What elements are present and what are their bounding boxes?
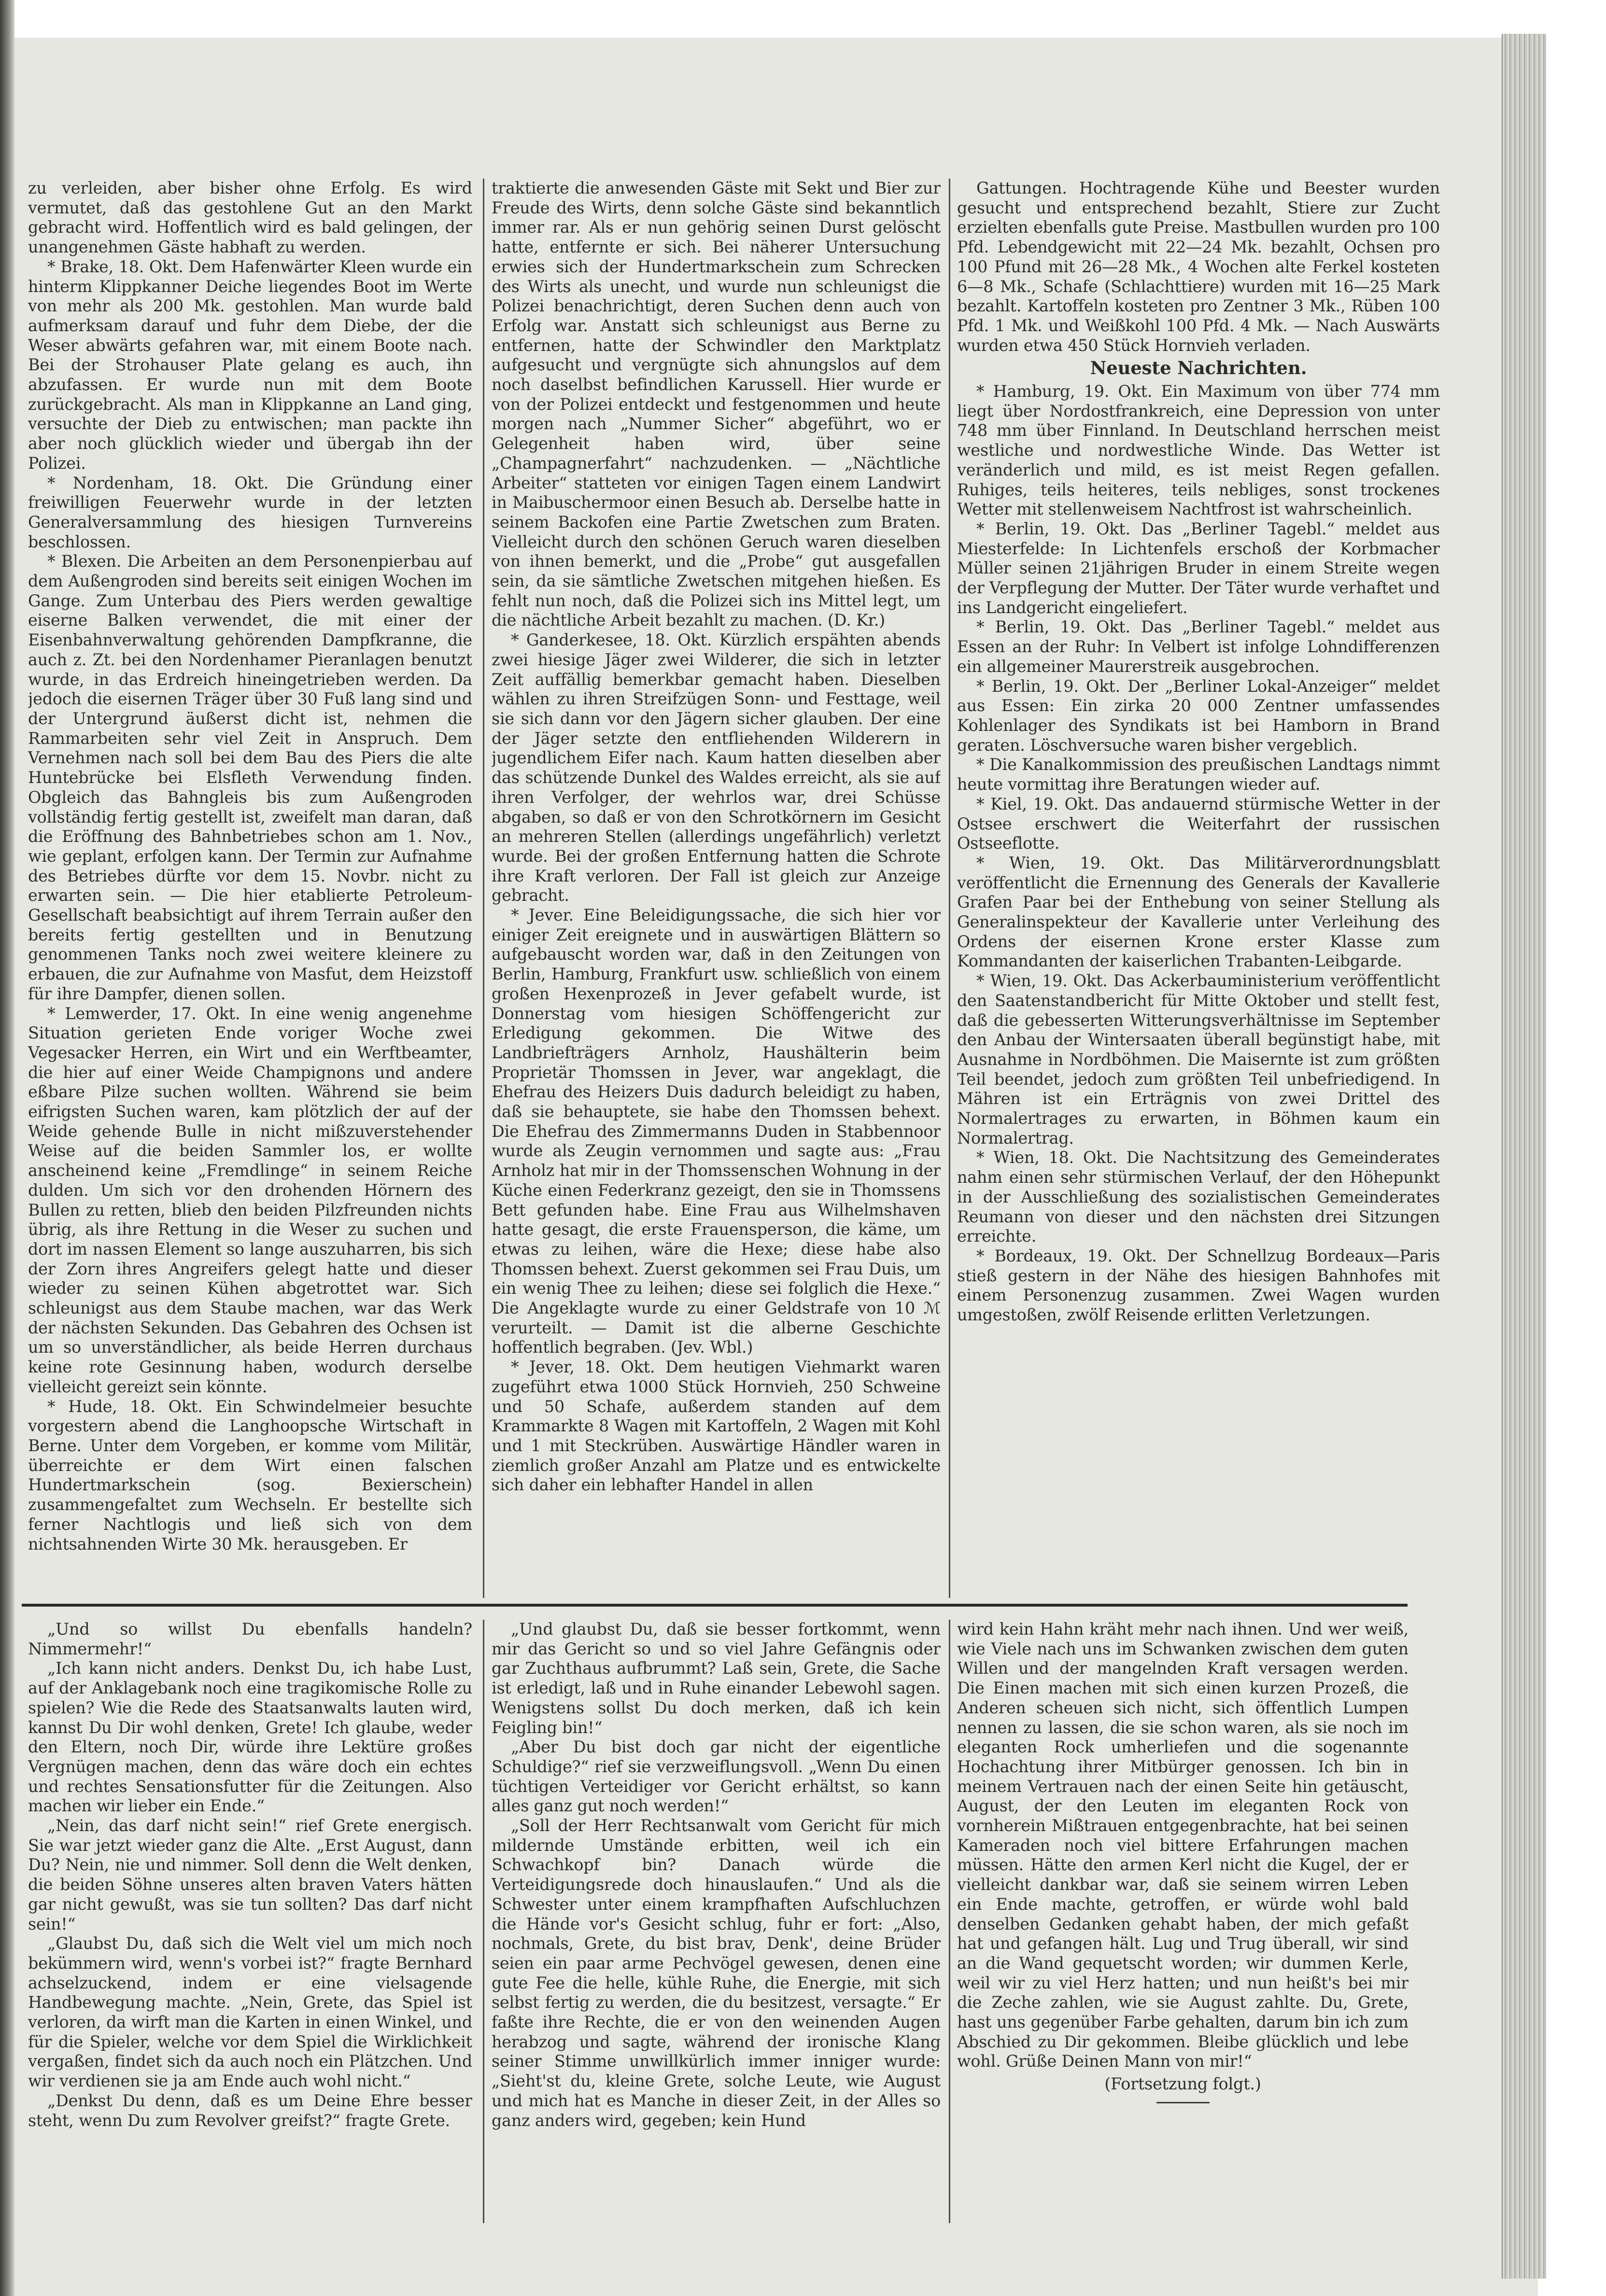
column-rule xyxy=(949,179,950,1598)
story-column-3 xyxy=(957,1620,1409,2223)
story-paragraph: „Aber Du bist doch gar nicht der eigentliche Schuldige?“ rief sie verzweiflungsvoll. „Wenn Du einen tüchtigen Verteidiger vor Gericht erhältst, so kann alles ganz gut noch werden!“ xyxy=(492,1737,941,1816)
latest-news-item: * Kiel, 19. Okt. Das andauernd stürmische Wetter in der Ostsee erschwert die Weiterfahrt der russischen Ostseeflotte. xyxy=(957,794,1440,853)
story-paragraph: „Ich kann nicht anders. Denkst Du, ich habe Lust, auf der Anklagebank noch eine tragikomische Rolle zu spielen? Wie die Rede des Staatsanwalts lauten wird, kannst Du Dir wohl denken, Grete! Ich glaube, weder den Eltern, noch Dir, würde ihre Lektüre großes Vergnügen machen, denn das wäre doch ein echtes und rechtes Sensationsfutter für die Zeitungen. Also machen wir lieber ein Ende.“ xyxy=(28,1659,472,1816)
story-paragraph: „Und so willst Du ebenfalls handeln? Nimmermehr!“ xyxy=(28,1620,472,1658)
story-paragraph: „Glaubst Du, daß sich die Welt viel um mich noch bekümmern wird, wenn's vorbei ist?“ fragte Bernhard achselzuckend, indem er eine vielsagende Handbewegung machte. „Nein, Grete, das Spiel ist verloren, da wirft man die Karten in einen Winkel, und für die Spieler, welche vor dem Spiel die Wirklichkeit vergaßen, findet sich da auch noch ein Plätzchen. Und wir verdienen sie ja am Ende auch wohl nicht.“ xyxy=(28,1934,472,2091)
news-paragraph: * Blexen. Die Arbeiten an dem Personenpierbau auf dem Außengroden sind bereits seit einigen Wochen im Gange. Zum Unterbau des Piers werden gewaltige eiserne Balken verwendet, die mit einer der Eisenbahnverwaltung gehörenden Dampfkranne, die auch z. Zt. bei den Nordenhamer Pieranlagen benutzt wurde, in das Erdreich hineingetrieben werden. Da jedoch die eisernen Träger über 30 Fuß lang sind und der Untergrund äußerst dicht ist, nehmen die Rammarbeiten sehr viel Zeit in Anspruch. Dem Vernehmen nach soll bei dem Bau des Piers die alte Huntebrücke bei Elsfleth Verwendung finden. Obgleich das Bahngleis bis zum Außengroden vollständig fertig gestellt ist, zweifelt man daran, daß die Eröffnung des Bahnbetriebes schon am 1. Nov., wie geplant, erfolgen kann. Der Termin zur Aufnahme des Betriebes dürfte vor dem 15. Novbr. nicht zu erwarten sein. — Die hier etablierte Petroleum-Gesellschaft beabsichtigt auf ihrem Terrain außer den bereits fertig gestellten und in Benutzung genommenen Tanks noch zwei weitere kleinere zu erbauen, die zur Aufnahme von Masfut, dem Heizstoff für ihre Dampfer, dienen sollen. xyxy=(28,552,472,1003)
story-paragraph: „Und glaubst Du, daß sie besser fortkommt, wenn mir das Gericht so und so viel Jahre Gefängnis oder gar Zuchthaus aufbrummt? Laß sein, Grete, die Sache ist erledigt, laß und in Ruhe einander Lebewohl sagen. Wenigstens sollst Du doch merken, daß ich kein Feigling bin!“ xyxy=(492,1620,941,1737)
latest-news-item: * Berlin, 19. Okt. Das „Berliner Tagebl.“ meldet aus Essen an der Ruhr: In Velbert ist infolge Lohndifferenzen ein allgemeiner Maurerstreik ausgebrochen. xyxy=(957,617,1440,676)
news-paragraph: * Lemwerder, 17. Okt. In eine wenig angenehme Situation gerieten Ende voriger Woche zwei Vegesacker Herren, ein Wirt und ein Werftbeamter, die hier auf einer Weide Champignons und andere eßbare Pilze suchen wollten. Während sie beim eifrigsten Suchen waren, kam plötzlich der auf der Weide gehende Bulle in nicht mißzuverstehender Weise auf die beiden Sammler los, er wollte anscheinend keine „Fremdlinge“ in seinem Reiche dulden. Um sich vor den drohenden Hörnern des Bullen zu retten, blieb den beiden Pilzfreunden nichts übrig, als ihre Rettung in die Weser zu suchen und dort im nassen Element so lange auszuharren, bis sich der Zorn ihres Angreifers gelegt hatte und dieser wieder zu seinen Kühen abgetrottet war. Sich schleunigst aus dem Staube machen, war das Werk der nächsten Sekunden. Das Gebahren des Ochsen ist um so unverständlicher, als beide Herren durchaus keine rote Gesinnung haben, wodurch derselbe vielleicht gereizt sein könnte. xyxy=(28,1004,472,1396)
story-paragraph: wird kein Hahn kräht mehr nach ihnen. Und wer weiß, wie Viele nach uns im Schwanken zwischen dem guten Willen und der mangelnden Kraft versagen werden. Die Einen machen mit sich einen kurzen Prozeß, die Anderen scheuen sich nicht, sich öffentlich Lumpen nennen zu lassen, die sie schon waren, als sie noch im eleganten Rock umherliefen und die sogenannte Hochachtung ihrer Mitbürger genossen. Ich bin in meinem Vertrauen nach der einen Seite hin getäuscht, August, der den Leuten im eleganten Rock von vornherein Mißtrauen entgegenbrachte, hat bei seinen Kameraden noch viel bittere Erfahrungen machen müssen. Hätte den armen Kerl nicht die Kugel, der er vielleicht dankbar war, daß sie seinem wirren Leben ein Ende machte, getroffen, er würde wohl bald denselben Gedanken gehabt haben, der mich gefaßt hat und gefangen hält. Lug und Trug überall, wir sind an die Wand gequetscht worden; wir dummen Kerle, weil wir zu viel Herz hatten; und nun heißt's bei mir die Zeche zahlen, wie sie August zahlte. Du, Grete, hast uns gegenüber Farbe gehalten, darum bin ich zum Abschied zu Dir gekommen. Bleibe glücklich und lebe wohl. Grüße Deinen Mann von mir!“ xyxy=(957,1620,1409,2071)
news-column-1 xyxy=(28,179,472,1596)
continued-note: (Fortsetzung folgt.) xyxy=(1104,2074,1261,2094)
page-binding xyxy=(0,0,14,2296)
page-edges xyxy=(1502,34,1546,2279)
news-paragraph: * Jever. Eine Beleidigungssache, die sich hier vor einiger Zeit ereignete und in auswärtigen Blättern so aufgebauscht worden war, daß in den Zeitungen von Berlin, Hamburg, Frankfurt usw. schließlich von einem großen Hexenprozeß in Jever gefabelt wurde, ist Donnerstag vom hiesigen Schöffengericht zur Erledigung gekommen. Die Witwe des Landbriefträgers Arnholz, Haushälterin beim Proprietär Thomssen in Jever, war angeklagt, die Ehefrau des Heizers Duis dadurch beleidigt zu haben, daß sie behauptete, sie habe den Thomssen behext. Die Ehefrau des Zimmermanns Duden in Stabbennoor wurde als Zeugin vernommen und sagte aus: „Frau Arnholz hat mir in der Thomssenschen Wohnung in der Küche einen Federkranz gezeigt, den sie in Thomssens Bett gefunden habe. Eine Frau aus Wilhelmshaven hatte gesagt, die erste Frauensperson, die käme, um etwas zu leihen, wäre die Hexe; diese habe also Thomssen behext. Zuerst gekommen sei Frau Duis, um ein wenig Thee zu leihen; diese sei folglich die Hexe.“ Die Angeklagte wurde zu einer Geldstrafe von 10 ℳ verurteilt. — Damit ist die alberne Geschichte hoffentlich begraben. (Jev. Wbl.) xyxy=(492,906,941,1357)
column-rule xyxy=(949,1620,950,2223)
section-divider xyxy=(22,1604,1408,1607)
story-text xyxy=(957,1620,1409,2072)
column-rule xyxy=(483,1620,484,2223)
latest-news-item: * Berlin, 19. Okt. Der „Berliner Lokal-Anzeiger“ meldet aus Essen: Ein zirka 20 000 Zentner umfassendes Kohlenlager des Syndikats ist bei Hamborn in Brand geraten. Löschversuche waren bisher vergeblich. xyxy=(957,676,1440,755)
market-report xyxy=(957,179,1440,355)
end-rule xyxy=(1156,2102,1210,2103)
news-paragraph: * Jever, 18. Okt. Dem heutigen Viehmarkt waren zugeführt etwa 1000 Stück Hornvieh, 250 Schweine und 50 Schafe, außerdem standen auf dem Krammarkte 8 Wagen mit Kartoffeln, 2 Wagen mit Kohl und 1 mit Steckrüben. Auswärtige Händler waren in ziemlich großer Anzahl am Platze und es entwickelte sich daher ein lebhafter Handel in allen xyxy=(492,1358,941,1495)
column-rule xyxy=(483,179,484,1598)
news-column-3 xyxy=(957,179,1440,1596)
latest-news-item: * Die Kanalkommission des preußischen Landtags nimmt heute vormittag ihre Beratungen wieder auf. xyxy=(957,755,1440,794)
latest-news-item: * Wien, 19. Okt. Das Militärverordnungsblatt veröffentlicht die Ernennung des Generals der Kavallerie Grafen Paar bei der Enthebung von seiner Stellung als Generalinspekteur der Kavallerie unter Verleihung des Ordens der eisernen Krone erster Klasse zum Kommandanten der kaiserlichen Trabanten-Leibgarde. xyxy=(957,853,1440,971)
latest-news-item: * Bordeaux, 19. Okt. Der Schnellzug Bordeaux—Paris stieß gestern in der Nähe des hiesigen Bahnhofes mit einem Personenzug zusammen. Zwei Wagen wurden umgestoßen, zwölf Reisende erlitten Verletzungen. xyxy=(957,1246,1440,1325)
story-column-2 xyxy=(492,1620,941,2223)
story-column-1 xyxy=(28,1620,472,2223)
latest-news-list xyxy=(957,382,1440,1325)
news-column-2 xyxy=(492,179,941,1596)
latest-news-item: * Wien, 19. Okt. Das Ackerbauministerium veröffentlicht den Saatenstandbericht für Mitte Oktober und stellt fest, daß die gebesserten Witterungsverhältnisse im September den Anbau der Wintersaaten überall begünstigt habe, mit Ausnahme in Nordböhmen. Die Maisernte ist zum größten Teil beendet, jedoch zum größten Teil unbefriedigend. In Mähren ist ein Erträgnis von zwei Drittel des Normalertrages zu erwarten, in Böhmen kaum ein Normalertrag. xyxy=(957,971,1440,1148)
news-paragraph: * Nordenham, 18. Okt. Die Gründung einer freiwilligen Feuerwehr wurde in der letzten Generalversammlung des hiesigen Turnvereins beschlossen. xyxy=(28,473,472,551)
latest-news-item: * Wien, 18. Okt. Die Nachtsitzung des Gemeinderates nahm einen sehr stürmischen Verlauf, der den Höhepunkt in der Ausschließung des sozialistischen Gemeinderates Reumann von dieser und den nächsten drei Sitzungen erreichte. xyxy=(957,1148,1440,1246)
latest-news-item: * Hamburg, 19. Okt. Ein Maximum von über 774 mm liegt über Nordostfrankreich, eine Depression von unter 748 mm über Finnland. In Deutschland herrschen meist westliche und nordwestliche Winde. Das Wetter ist veränderlich und mild, es ist meist Regen gefallen. Ruhiges, teils heiteres, teils nebliges, sonst trockenes Wetter mit stellenweisem Nachtfrost ist wahrscheinlich. xyxy=(957,382,1440,519)
news-paragraph: traktierte die anwesenden Gäste mit Sekt und Bier zur Freude des Wirts, denn solche Gäste sind bekanntlich immer rar. Als er nun gehörig seinen Durst gelöscht hatte, entfernte er sich. Bei näherer Untersuchung erwies sich der Hundertmarkschein zum Schrecken des Wirts als unecht, und wurde nun schleunigst die Polizei benachrichtigt, deren Suchen denn auch von Erfolg war. Anstatt sich schleunigst aus Berne zu entfernen, hatte der Schwindler den Marktplatz aufgesucht und vergnügte sich ahnungslos auf dem noch daselbst befindlichen Karussell. Hier wurde er von der Polizei entdeckt und festgenommen und heute morgen nach „Nummer Sicher“ abgeführt, wo er Gelegenheit haben wird, über seine „Champagnerfahrt“ nachzudenken. — „Nächtliche Arbeiter“ statteten vor einigen Tagen einem Landwirt in Maibuschermoor einen Besuch ab. Derselbe hatte in seinem Backofen eine Partie Zwetschen zum Braten. Vielleicht durch den schönen Geruch waren dieselben von ihnen bemerkt, und die „Probe“ gut ausgefallen sein, da sie sämtliche Zwetschen mitgehen hießen. Es fehlt nun noch, daß die Polizei sich ins Mittel legt, um die nächtliche Arbeit bezahlt zu machen. (D. Kr.) xyxy=(492,179,941,630)
news-paragraph: * Brake, 18. Okt. Dem Hafenwärter Kleen wurde ein hinterm Klippkanner Deiche liegendes Boot im Werte von mehr als 200 Mk. gestohlen. Man wurde bald aufmerksam darauf und fuhr dem Diebe, der die Weser abwärts gefahren war, mit einem Boote nach. Bei der Strohauser Plate gelang es auch, ihn abzufassen. Er wurde nun mit dem Boote zurückgebracht. Als man in Klippkanne an Land ging, versuchte der Dieb zu entwischen; man packte ihn aber noch glücklich wieder und übergab ihn der Polizei. xyxy=(28,257,472,473)
story-paragraph: „Nein, das darf nicht sein!“ rief Grete energisch. Sie war jetzt wieder ganz die Alte. „Erst August, dann Du? Nein, nie und nimmer. Soll denn die Welt denken, die beiden Söhne unseres alten braven Vaters hätten gar nicht gewußt, was sie tun sollten? Das darf nicht sein!“ xyxy=(28,1816,472,1933)
news-paragraph: * Ganderkesee, 18. Okt. Kürzlich erspähten abends zwei hiesige Jäger zwei Wilderer, die sich in letzter Zeit auffällig bemerkbar gemacht haben. Dieselben wählen zu ihren Streifzügen Sonn- und Festtage, weil sie sich dann vor den Jägern sicher glauben. Der eine der Jäger setzte den entfliehenden Wilderern in jugendlichem Eifer nach. Kaum hatten dieselben aber das schützende Dunkel des Waldes erreicht, als sie auf ihren Verfolger, der wehrlos war, drei Schüsse abgaben, so daß er von den Schrotkörnern im Gesicht an mehreren Stellen (allerdings ungefährlich) verletzt wurde. Bei der großen Entfernung hatten die Schrote ihre Kraft verloren. Der Fall ist gleich zur Anzeige gebracht. xyxy=(492,630,941,905)
latest-news-item: * Berlin, 19. Okt. Das „Berliner Tagebl.“ meldet aus Miesterfelde: In Lichtenfels erschoß der Korbmacher Müller seinen 21jährigen Bruder in einem Streite wegen der Verpflegung der Mutter. Der Täter wurde verhaftet und ins Landgericht eingeliefert. xyxy=(957,519,1440,617)
story-paragraph: „Denkst Du denn, daß es um Deine Ehre besser steht, wenn Du zum Revolver greifst?“ fragte Grete. xyxy=(28,2091,472,2130)
latest-news-heading: Neueste Nachrichten. xyxy=(1090,357,1307,379)
story-paragraph: „Soll der Herr Rechtsanwalt vom Gericht für mich mildernde Umstände erbitten, weil ich ein Schwachkopf bin? Danach würde die Verteidigungsrede doch hinauslaufen.“ Und als die Schwester unter einem krampfhaften Aufschluchzen die Hände vor's Gesicht schlug, fuhr er fort: „Also, nochmals, Grete, du bist brav, Denk', deine Brüder seien ein paar arme Pechvögel gewesen, denen eine gute Fee die helle, kühle Ruhe, die Energie, mit sich selbst fertig zu werden, die du besitzest, versagte.“ Er faßte ihre Rechte, die er von den weinenden Augen herabzog und sagte, während der ironische Klang seiner Stimme unwillkürlich immer inniger wurde: „Sieht'st du, kleine Grete, solche Leute, wie August und mich hat es Manche in dieser Zeit, in der Alles so ganz anders wird, gegeben; kein Hund xyxy=(492,1816,941,2130)
news-paragraph: Gattungen. Hochtragende Kühe und Beester wurden gesucht und entsprechend bezahlt, Stiere zur Zucht erzielten ebenfalls gute Preise. Mastbullen wurden pro 100 Pfd. Lebendgewicht mit 22—24 Mk. bezahlt, Ochsen pro 100 Pfund mit 26—28 Mk., 4 Wochen alte Ferkel kosteten 6—8 Mk., Schafe (Schlachttiere) wurden mit 16—25 Mark bezahlt. Kartoffeln kosteten pro Zentner 3 Mk., Rüben 100 Pfd. 1 Mk. und Weißkohl 100 Pfd. 4 Mk. — Nach Auswärts wurden etwa 450 Stück Hornvieh verladen. xyxy=(957,179,1440,355)
news-paragraph: zu verleiden, aber bisher ohne Erfolg. Es wird vermutet, daß das gestohlene Gut an den Markt gebracht wird. Hoffentlich wird es bald gelingen, der unangenehmen Gäste habhaft zu werden. xyxy=(28,179,472,257)
news-paragraph: * Hude, 18. Okt. Ein Schwindelmeier besuchte vorgestern abend die Langhoopsche Wirtschaft in Berne. Unter dem Vorgeben, er komme vom Militär, überreichte er dem Wirt einen falschen Hundertmarkschein (sog. Bexierschein) zusammengefaltet zum Wechseln. Er bestellte sich ferner Nachtlogis und ließ sich von dem nichtsahnenden Wirte 30 Mk. herausgeben. Er xyxy=(28,1397,472,1554)
